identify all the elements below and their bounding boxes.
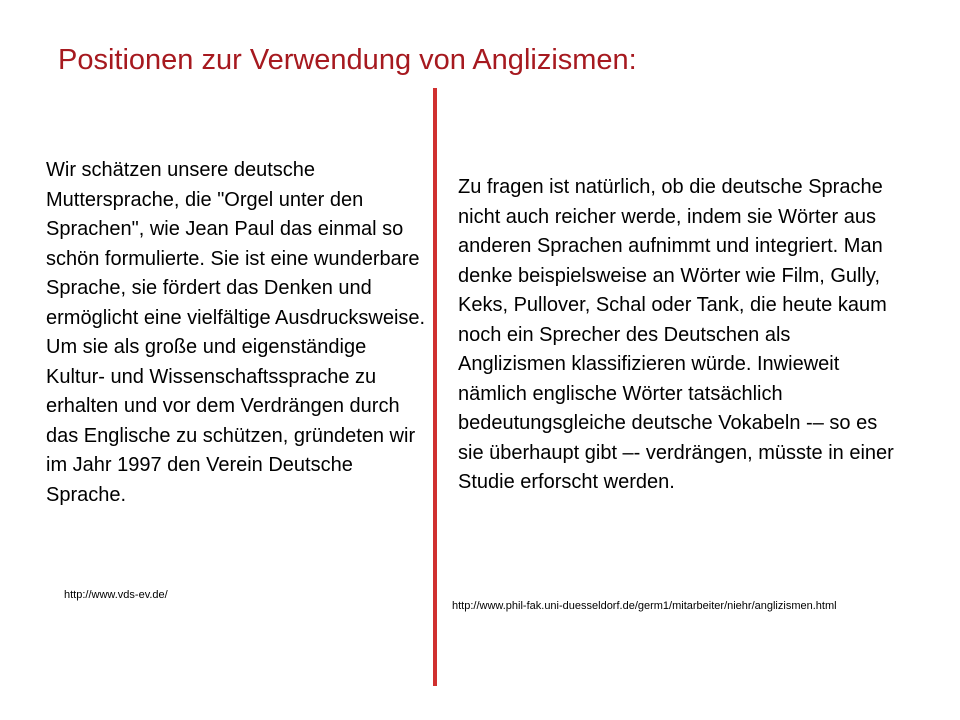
right-source-link[interactable]: http://www.phil-fak.uni-duesseldorf.de/germ1/mitarbeiter/niehr/anglizismen.html [452, 600, 837, 612]
slide-title: Positionen zur Verwendung von Anglizismen: [58, 44, 637, 76]
column-divider [433, 88, 437, 686]
right-quote: Zu fragen ist natürlich, ob die deutsche Sprache nicht auch reicher werde, indem sie Wörter aus anderen Sprachen aufnimmt und integriert. Man denke beispielsweise an Wörter wie Film, Gully, Keks, Pullover, Schal oder Tank, die heute kaum noch ein Sprecher des Deutschen als Anglizismen klassifizieren würde. Inwieweit nämlich englische Wörter tatsächlich bedeutungsgleiche deutsche Vokabeln -– so es sie überhaupt gibt –- verdrängen, müsste in einer Studie erforscht werden. [458, 176, 894, 493]
left-quote [46, 156, 430, 510]
left-quote-paragraph-1: Wir schätzen unsere deutsche Muttersprache, die "Orgel unter den Sprachen", wie Jean Paul das einmal so schön formulierte. Sie ist eine wunderbare Sprache, sie fördert das Denken und ermöglicht eine vielfältige Ausdrucksweise. [46, 159, 426, 329]
left-source-link[interactable]: http://www.vds-ev.de/ [64, 589, 168, 601]
left-quote-paragraph-2: Um sie als große und eigenständige Kultur- und Wissenschaftssprache zu erhalten und vor dem Verdrängen durch das Englische zu schützen, gründeten wir im Jahr 1997 den Verein Deutsche Sprache. [46, 336, 416, 506]
